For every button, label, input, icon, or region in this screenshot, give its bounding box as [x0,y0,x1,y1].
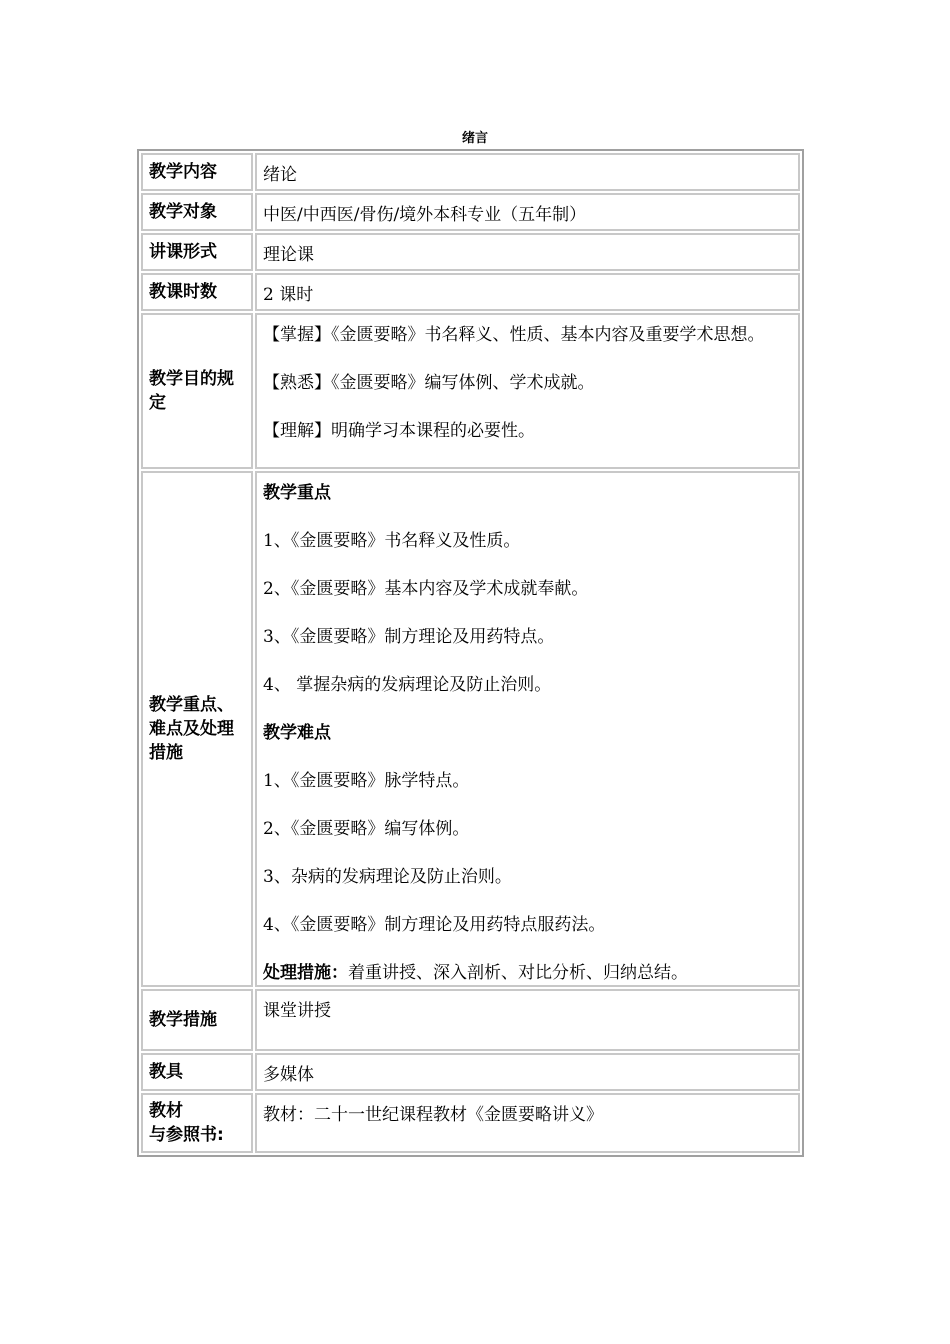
keypoints-value [255,471,800,987]
measures-line [263,961,792,985]
keypoints-label: 教学重点、难点及处理措施 [141,471,253,987]
aids-label: 教具 [141,1053,253,1091]
materials-label [141,1093,253,1153]
row-value [255,153,800,191]
row-value [255,233,800,271]
table-row-keypoints [141,471,800,987]
difficulty-item: 1、《金匮要略》脉学特点。 [263,771,470,791]
difficulty-item: 4、《金匮要略》制方理论及用药特点服药法。 [263,915,606,935]
method-value-text: 课堂讲授 [263,1001,331,1021]
row-value-text: 2 课时 [263,285,314,305]
focus-item: 2、《金匮要略》基本内容及学术成就奉献。 [263,579,589,599]
table-row [141,273,800,311]
table-row [141,193,800,231]
objective-item: 【理解】明确学习本课程的必要性。 [263,421,535,441]
row-label: 教课时数 [141,273,253,311]
table-row-aids [141,1053,800,1091]
focus-item: 4、 掌握杂病的发病理论及防止治则。 [263,675,552,695]
row-value-text: 绪论 [263,165,297,185]
materials-label-line: 与参照书: [149,1125,224,1145]
table-row-materials [141,1093,800,1153]
row-label: 教学内容 [141,153,253,191]
table-row [141,233,800,271]
focus-item: 1、《金匮要略》书名释义及性质。 [263,531,521,551]
difficulty-item: 2、《金匮要略》编写体例。 [263,819,470,839]
row-label: 讲课形式 [141,233,253,271]
method-value [255,989,800,1051]
materials-label-line: 教材 [149,1101,183,1121]
objectives-value [255,313,800,469]
method-label: 教学措施 [141,989,253,1051]
row-value-text: 中医/中西医/骨伤/境外本科专业（五年制） [263,205,587,225]
difficulty-item: 3、杂病的发病理论及防止治则。 [263,867,512,887]
page-title: 绪言 [461,131,488,146]
focus-heading: 教学重点 [263,483,331,503]
difficulty-heading: 教学难点 [263,723,331,743]
materials-value [255,1093,800,1153]
row-value-text: 理论课 [263,245,314,265]
focus-item: 3、《金匮要略》制方理论及用药特点。 [263,627,555,647]
materials-value-text: 教材：二十一世纪课程教材《金匮要略讲义》 [263,1105,603,1125]
table-row-objectives [141,313,800,469]
objective-item: 【熟悉】《金匮要略》编写体例、学术成就。 [263,373,595,393]
aids-value [255,1053,800,1091]
measures-text: 着重讲授、深入剖析、对比分析、归纳总结。 [348,963,688,983]
objectives-label: 教学目的规定 [141,313,253,469]
measures-label: 处理措施： [263,963,348,983]
row-value [255,193,800,231]
row-value [255,273,800,311]
row-label: 教学对象 [141,193,253,231]
objective-item: 【掌握】《金匮要略》书名释义、性质、基本内容及重要学术思想。 [263,325,765,345]
lesson-plan-table [137,149,804,1157]
aids-value-text: 多媒体 [263,1065,314,1085]
table-row-method [141,989,800,1051]
table-row [141,153,800,191]
